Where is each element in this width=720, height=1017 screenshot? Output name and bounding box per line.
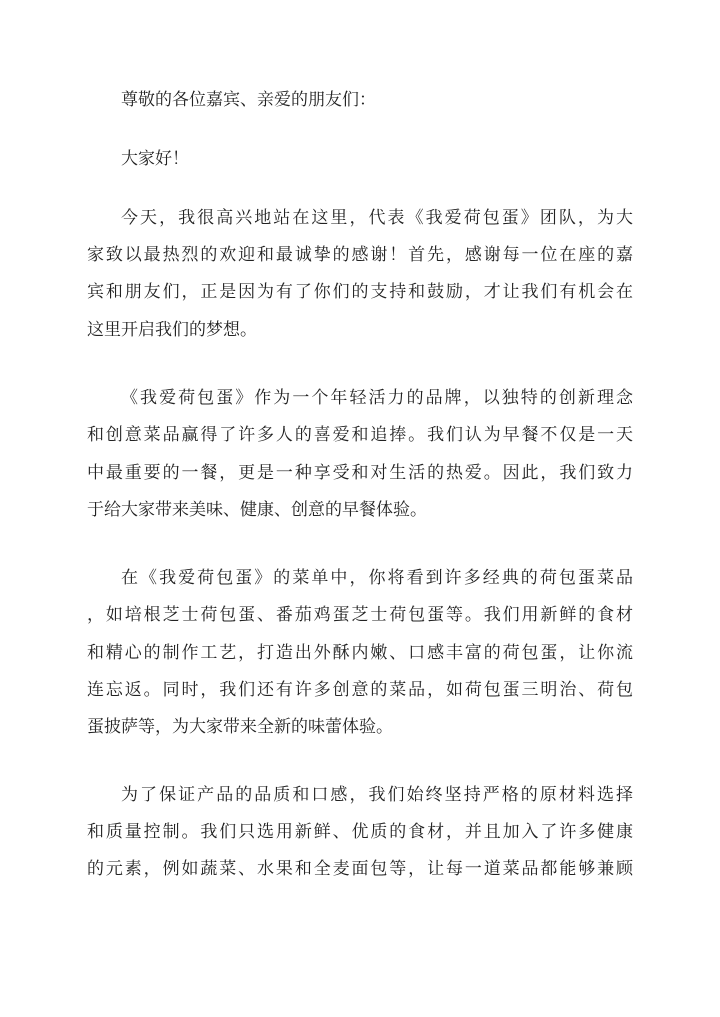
- salutation-line: 大家好！: [121, 149, 189, 169]
- paragraph-2-line-3: 中最重要的一餐，更是一种享受和对生活的热爱。因此，我们致力: [87, 463, 633, 483]
- paragraph-4-line-3: 的元素，例如蔬菜、水果和全麦面包等，让每一道菜品都能够兼顾: [87, 859, 633, 879]
- paragraph-4-line-1: 为了保证产品的品质和口感，我们始终坚持严格的原材料选择: [121, 785, 633, 805]
- paragraph-3-line-3: 和精心的制作工艺，打造出外酥内嫩、口感丰富的荷包蛋，让你流: [87, 643, 633, 663]
- paragraph-4-line-2: 和质量控制。我们只选用新鲜、优质的食材，并且加入了许多健康: [87, 822, 633, 842]
- paragraph-2-line-2: 和创意菜品赢得了许多人的喜爱和追捧。我们认为早餐不仅是一天: [87, 425, 633, 445]
- paragraph-1-line-1: 今天，我很高兴地站在这里，代表《我爱荷包蛋》团队，为大: [121, 208, 633, 228]
- greeting-line: 尊敬的各位嘉宾、亲爱的朋友们：: [121, 90, 376, 110]
- paragraph-1-line-3: 宾和朋友们，正是因为有了你们的支持和鼓励，才让我们有机会在: [87, 282, 633, 302]
- paragraph-2-line-4: 于给大家带来美味、健康、创意的早餐体验。: [87, 500, 427, 520]
- paragraph-3-line-5: 蛋披萨等，为大家带来全新的味蕾体验。: [87, 717, 393, 737]
- paragraph-1-line-4: 这里开启我们的梦想。: [87, 320, 257, 340]
- paragraph-3-line-4: 连忘返。同时，我们还有许多创意的菜品，如荷包蛋三明治、荷包: [87, 680, 633, 700]
- paragraph-1-line-2: 家致以最热烈的欢迎和最诚挚的感谢！首先，感谢每一位在座的嘉: [87, 245, 633, 265]
- paragraph-2-line-1: 《我爱荷包蛋》作为一个年轻活力的品牌，以独特的创新理念: [121, 388, 633, 408]
- paragraph-3-line-2: ，如培根芝士荷包蛋、番茄鸡蛋芝士荷包蛋等。我们用新鲜的食材: [87, 605, 633, 625]
- paragraph-3-line-1: 在《我爱荷包蛋》的菜单中，你将看到许多经典的荷包蛋菜品: [121, 568, 633, 588]
